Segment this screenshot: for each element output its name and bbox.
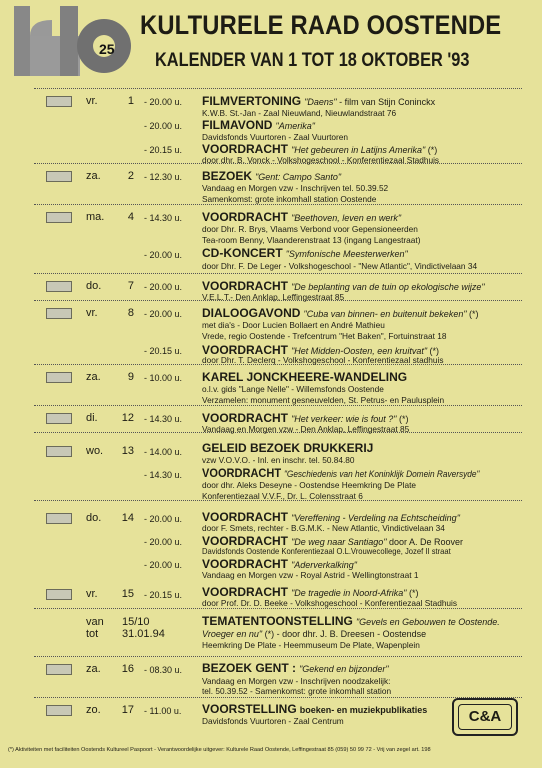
event-extra: door A. De Roover (386, 537, 464, 547)
event-detail: Konferentiezaal V.V.F., Dr. L. Colensstraat 6 (202, 491, 363, 501)
event-detail: Vandaag en Morgen vzw - Inschrijven noodzakelijk: (202, 676, 391, 686)
event-title: VOORDRACHT (202, 279, 288, 293)
event-time: - 10.00 u. (144, 373, 183, 383)
event-heading (202, 246, 408, 260)
event-subtitle: "Het verkeer: wie is fout ?" (291, 414, 397, 424)
event-date: 8 (127, 307, 134, 319)
event-time: - 20.00 u. (144, 560, 183, 570)
event-title: VOORDRACHT (202, 510, 288, 524)
event-day: di. (86, 412, 98, 424)
event-heading (202, 306, 479, 320)
event-detail: K.W.B. St.-Jan - Zaal Nieuwland, Nieuwlandstraat 76 (202, 108, 397, 118)
date-marker (46, 171, 72, 182)
event-subtitle: "Gevels en Gebouwen te Oostende. (355, 617, 500, 627)
event-title: DIALOOGAVOND (202, 306, 301, 320)
page-title: KULTURELE RAAD OOSTENDE (140, 10, 502, 40)
event-time: - 20.00 u. (144, 282, 183, 292)
event-day: za. (86, 170, 101, 182)
event-time: - 20.00 u. (144, 514, 183, 524)
date-marker (46, 413, 72, 424)
event-time: - 14.30 u. (144, 470, 183, 480)
date-marker (46, 212, 72, 223)
event-detail: door dhr. B. Vonck - Volkshogeschool - Konferentiezaal Stadhuis (202, 155, 440, 165)
event-title: VOORDRACHT (202, 411, 288, 425)
event-subtitle: "Amerika" (275, 121, 315, 131)
event-subtitle: "De beplanting van de tuin op ekologische wijze" (291, 282, 485, 292)
event-detail: door Dhr. R. Brys, Vlaams Verbond voor Gepensioneerden (202, 224, 418, 234)
event-time: - 20.00 u. (144, 250, 183, 260)
event-extra: (*) (406, 588, 419, 598)
event-time: - 08.30 u. (144, 665, 183, 675)
event-subtitle: Vroeger en nu" (202, 629, 263, 639)
date-marker (46, 664, 72, 675)
event-heading (202, 411, 409, 425)
event-extra: (*) (466, 309, 479, 319)
event-heading (202, 585, 419, 599)
event-title: CD-KONCERT (202, 246, 283, 260)
ca-logo (452, 698, 518, 736)
event-day: ma. (86, 211, 105, 223)
event-time: - 20.00 u. (144, 121, 183, 131)
event-time: - 20.00 u. (144, 537, 183, 547)
event-subtitle: "De weg naar Santiago" (291, 537, 387, 547)
event-heading (202, 510, 460, 524)
divider (34, 608, 522, 609)
event-time: - 14.30 u. (144, 213, 183, 223)
event-subtitle: "De tragedie in Noord-Afrika" (291, 588, 407, 598)
event-time: - 14.00 u. (144, 447, 183, 457)
event-title: GELEID BEZOEK DRUKKERIJ (202, 441, 374, 455)
event-title: TEMATENTOONSTELLING (202, 614, 353, 628)
event-day: vr. (86, 307, 98, 319)
event-day: van tot (86, 616, 104, 640)
event-extra: (*) (427, 346, 440, 356)
event-detail: vzw V.O.V.O. - Inl. en inschr. tel. 50.84.80 (202, 455, 355, 465)
page-subtitle: KALENDER VAN 1 TOT 18 OKTOBER '93 (155, 50, 470, 71)
event-detail: Davidsfonds Vuurtoren - Zaal Vuurtoren (202, 132, 349, 142)
event-subtitle: "Beethoven, leven en werk" (291, 213, 402, 223)
event-day: vr. (86, 588, 98, 600)
divider (34, 273, 522, 274)
event-subtitle: "Gekend en bijzonder" (299, 664, 389, 674)
date-marker (46, 513, 72, 524)
date-marker (46, 446, 72, 457)
event-heading (202, 279, 485, 293)
event-extra: - film van Stijn Coninckx (336, 97, 436, 107)
event-detail: met dia's - Door Lucien Bollaert en André Mathieu (202, 320, 385, 330)
event-title: FILMVERTONING (202, 94, 302, 108)
event-subtitle: "Het gebeuren in Latijns Amerika" (291, 145, 426, 155)
kro-logo (12, 6, 132, 78)
event-date: 15 (121, 588, 134, 600)
event-subtitle: "Daens" (304, 97, 337, 107)
event-heading (202, 614, 500, 628)
event-detail: door Dhr. F. De Leger - Volkshogeschool - "New Atlantic", Vindictivelaan 34 (202, 261, 478, 271)
event-date: 9 (127, 371, 134, 383)
event-title: VOORDRACHT (202, 466, 282, 480)
event-heading (202, 210, 401, 224)
event-detail: door dhr. Aleks Deseyne - Oostendse Heemkring De Plate (202, 480, 416, 490)
event-extra: (*) (425, 145, 438, 155)
date-marker (46, 96, 72, 107)
event-subtitle: "Symfonische Meesterwerken" (285, 249, 408, 259)
event-extra: (*) (396, 414, 409, 424)
event-title: VOORDRACHT (202, 585, 288, 599)
event-date: 7 (127, 280, 134, 292)
event-time: - 20.00 u. (144, 309, 183, 319)
event-heading (202, 118, 315, 132)
event-detail: Vandaag en Morgen vzw - Den Anklap, Leffingestraat 85 (202, 424, 410, 434)
divider (34, 405, 522, 406)
event-date: 4 (127, 211, 134, 223)
event-heading (202, 142, 437, 156)
event-title: VOORDRACHT (202, 210, 288, 224)
event-title: VOORDRACHT (202, 343, 288, 357)
event-title: VOORDRACHT (202, 557, 288, 571)
event-heading (202, 370, 407, 384)
event-detail: Samenkomst: grote inkomhall station Oostende (202, 194, 377, 204)
event-extra: (*) - door dhr. J. B. Dreesen - Oostendse (262, 629, 427, 639)
event-time: - 14.30 u. (144, 414, 183, 424)
event-detail: o.l.v. gids "Lange Nelle" - Willemsfonds Oostende (202, 384, 384, 394)
event-date: 17 (121, 704, 134, 716)
event-title: VOORDRACHT (202, 534, 288, 548)
event-heading (202, 466, 479, 480)
event-day: za. (86, 371, 101, 383)
event-detail: door Prof. Dr. D. Beeke - Volkshogeschool - Konferentiezaal Stadhuis (202, 598, 458, 608)
divider (34, 204, 522, 205)
event-detail: Verzamelen: monument gesneuvelden, St. Petrus- en Paulusplein (202, 395, 445, 405)
event-detail: Vrede, regio Oostende - Trefcentrum "Het Baken", Fortuinstraat 18 (202, 331, 447, 341)
event-title: KAREL JONCKHEERE-WANDELING (202, 370, 408, 384)
divider (34, 88, 522, 89)
event-subtitle: "Het Midden-Oosten, een kruitvat" (291, 346, 428, 356)
event-title: BEZOEK (202, 169, 253, 183)
event-date: 15/10 31.01.94 (122, 616, 165, 640)
divider (34, 656, 522, 657)
event-time: - 20.15 u. (144, 346, 183, 356)
event-heading (202, 169, 341, 183)
event-detail: tel. 50.39.52 - Samenkomst: grote inkomhall station (202, 686, 392, 696)
footer-note: (*) Aktiviteiten met faciliteiten Oostends Kultureel Paspoort - Verantwoordelijke uitgever: Kulturele Raad Oostende, Leffingestraat 85 (059) 50 99 72 - Vrij van zegel art. 198 (8, 747, 431, 753)
event-title: VOORSTELLING (202, 702, 297, 716)
event-detail: Vandaag en Morgen vzw - Inschrijven tel. 50.39.52 (202, 183, 389, 193)
event-detail: Heemkring De Plate - Heemmuseum De Plate, Wapenplein (202, 640, 420, 650)
event-time: - 20.00 u. (144, 97, 183, 107)
event-time: - 12.30 u. (144, 172, 183, 182)
event-day: vr. (86, 95, 98, 107)
event-day: do. (86, 280, 102, 292)
event-day: wo. (86, 445, 104, 457)
event-heading-cont (202, 628, 426, 640)
date-marker (46, 281, 72, 292)
event-day: za. (86, 663, 101, 675)
event-subtitle: boeken- en muziekpublikaties (299, 705, 428, 715)
event-title: BEZOEK GENT : (202, 661, 297, 675)
event-time: - 20.15 u. (144, 145, 183, 155)
event-subtitle: "Geschiedenis van het Koninklijk Domein Raversyde" (283, 469, 480, 479)
event-detail: V.E.L.T.- Den Anklap, Leffingestraat 85 (202, 292, 345, 302)
event-heading (202, 557, 357, 571)
event-date: 1 (127, 95, 134, 107)
date-marker (46, 589, 72, 600)
event-detail: Davidsfonds Oostende Konferentiezaal O.L.Vrouwecollege, Jozef II straat (202, 546, 451, 556)
event-date: 12 (121, 412, 134, 424)
event-time: - 11.00 u. (144, 706, 182, 716)
date-marker (46, 308, 72, 319)
event-subtitle: "Cuba van binnen- en buitenuit bekeken" (303, 309, 467, 319)
event-title: VOORDRACHT (202, 142, 288, 156)
event-date: 13 (121, 445, 134, 457)
event-detail: Tea-room Benny, Vlaanderenstraat 13 (ingang Langestraat) (202, 235, 421, 245)
event-subtitle: "Aderverkalking" (291, 560, 357, 570)
event-day: do. (86, 512, 102, 524)
event-day: zo. (86, 704, 101, 716)
event-detail: door F. Smets, rechter - B.G.M.K. - New Atlantic, Vindictivelaan 34 (202, 523, 445, 533)
event-title: FILMAVOND (202, 118, 273, 132)
date-marker (46, 705, 72, 716)
event-time: - 20.15 u. (144, 590, 183, 600)
ca-logo-text: C&A (458, 704, 512, 730)
divider (34, 697, 522, 698)
event-detail: Davidsfonds Vuurtoren - Zaal Centrum (202, 716, 344, 726)
event-subtitle: "Vereffening - Verdeling na Echtscheiding" (291, 513, 460, 523)
event-heading (202, 441, 373, 455)
event-detail: Vandaag en Morgen vzw - Royal Astrid - Wellingtonstraat 1 (202, 570, 419, 580)
event-date: 16 (121, 663, 134, 675)
event-detail: door Dhr. T. Declerq - Volkshogeschool - Konferentiezaal stadhuis (202, 355, 444, 365)
event-heading (202, 94, 435, 108)
date-marker (46, 372, 72, 383)
event-heading (202, 661, 389, 675)
event-heading (202, 702, 427, 716)
event-date: 2 (127, 170, 134, 182)
event-subtitle: "Gent: Campo Santo" (255, 172, 342, 182)
event-date: 14 (121, 512, 134, 524)
logo-badge: 25 (99, 41, 115, 57)
